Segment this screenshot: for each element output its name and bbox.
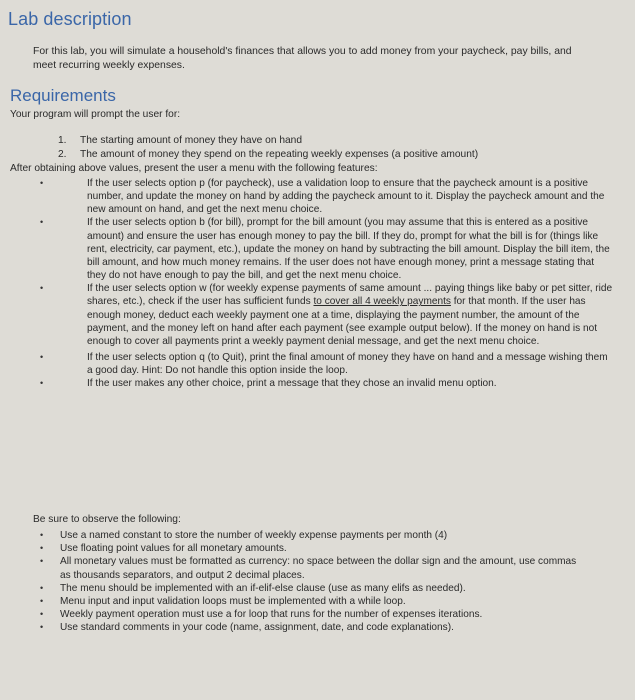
observe-heading: Be sure to observe the following: — [33, 514, 181, 525]
list-item — [40, 529, 580, 542]
feature-text: If the user selects option p (for paycheck), use a validation loop to ensure that the paycheck amount is a positive number, and update the money on hand by adding the paycheck amount to it. Display the paycheck amount and the new amount on hand, and get the next menu choice. — [87, 178, 605, 216]
prompt-line: Your program will prompt the user for: — [10, 109, 181, 120]
bullet-icon: • — [40, 217, 44, 228]
observe-text: The menu should be implemented with an if-elif-else clause (use as many elifs as needed). — [60, 582, 466, 594]
feature-text: If the user selects option q (to Quit), print the final amount of money they have on hand and a message wishing them a good day. Hint: Do not handle this option inside the loop. — [87, 352, 608, 377]
bullet-icon: • — [40, 609, 44, 620]
list-item — [40, 377, 615, 390]
bullet-icon: • — [40, 178, 44, 188]
list-item — [40, 595, 580, 608]
list-item — [40, 582, 580, 595]
lab-description-heading: Lab description — [8, 9, 132, 29]
observe-text: Use a named constant to store the number of weekly expense payments per month (4) — [60, 530, 448, 541]
observe-text: Use standard comments in your code (name, assignment, date, and code explanations). — [60, 622, 454, 634]
bullet-icon: • — [40, 543, 44, 554]
observe-text: Use floating point values for all monetary amounts. — [60, 543, 287, 555]
step-number: 2. — [58, 149, 67, 160]
step-text: The amount of money they spend on the repeating weekly expenses (a positive amount) — [80, 149, 479, 160]
bullet-icon: • — [40, 556, 44, 567]
feature-text: for that month. If the user has enough money, deduct each weekly payment one at a time, displaying the payment number, the amount of the payment, and the money left on hand after each payment (see example output below). If the money on hand is not enough to cover all payments print a weekly payment denial message, and get the next menu choice. — [87, 296, 598, 347]
feature-underlined-text: to cover all 4 weekly payments — [313, 296, 451, 308]
bullet-icon: • — [40, 352, 44, 363]
bullet-icon: • — [40, 596, 44, 607]
observe-text: All monetary values must be formatted as currency: no space between the dollar sign and the amount, use commas as thousands separators, and output 2 decimal places. — [60, 556, 577, 581]
observe-text: Menu input and input validation loops must be implemented with a while loop. — [60, 596, 406, 608]
requirements-heading: Requirements — [10, 86, 116, 105]
step-number: 1. — [58, 135, 67, 146]
intro-paragraph: For this lab, you will simulate a household's finances that allows you to add money from your paycheck, pay bills, and meet recurring weekly expenses. — [33, 46, 572, 71]
observe-list — [40, 529, 580, 635]
list-item — [40, 542, 580, 555]
list-item — [40, 608, 580, 621]
list-item — [40, 621, 580, 634]
bullet-icon: • — [40, 622, 44, 633]
menu-features-list — [40, 177, 615, 391]
bullet-icon: • — [40, 530, 44, 540]
feature-text: If the user selects option b (for bill), prompt for the bill amount (you may assume that this is entered as a positive amount) and ensure the user has enough money to pay the bill. If they do, prompt for what the bill is for (things like rent, electricity, car payment, etc.), update the money on hand by subtracting the bill amount. Display the bill item, the bill amount, and how much money remains. If the user does not have enough money, print a message stating that they do not have enough to pay the bill, and get the next menu choice. — [87, 217, 610, 282]
observe-text: Weekly payment operation must use a for loop that runs for the number of expenses iterations. — [60, 609, 483, 621]
bullet-icon: • — [40, 283, 44, 294]
prompt-steps-list — [58, 134, 478, 162]
bullet-icon: • — [40, 378, 44, 389]
list-item — [40, 177, 615, 216]
list-item — [40, 351, 615, 377]
feature-text: If the user makes any other choice, print a message that they chose an invalid menu option. — [87, 378, 497, 390]
list-item — [40, 216, 615, 282]
list-item — [58, 148, 478, 162]
list-item — [40, 282, 615, 348]
list-item — [40, 555, 580, 581]
after-line: After obtaining above values, present the user a menu with the following features: — [10, 163, 378, 174]
bullet-icon: • — [40, 582, 44, 593]
feature-text: If the user selects option w (for weekly expense payments of same amount ... paying things like baby or pet sitter, ride shares, etc.), check if the user has sufficient funds — [87, 283, 613, 308]
list-item — [58, 134, 478, 148]
step-text: The starting amount of money they have on hand — [80, 135, 303, 146]
